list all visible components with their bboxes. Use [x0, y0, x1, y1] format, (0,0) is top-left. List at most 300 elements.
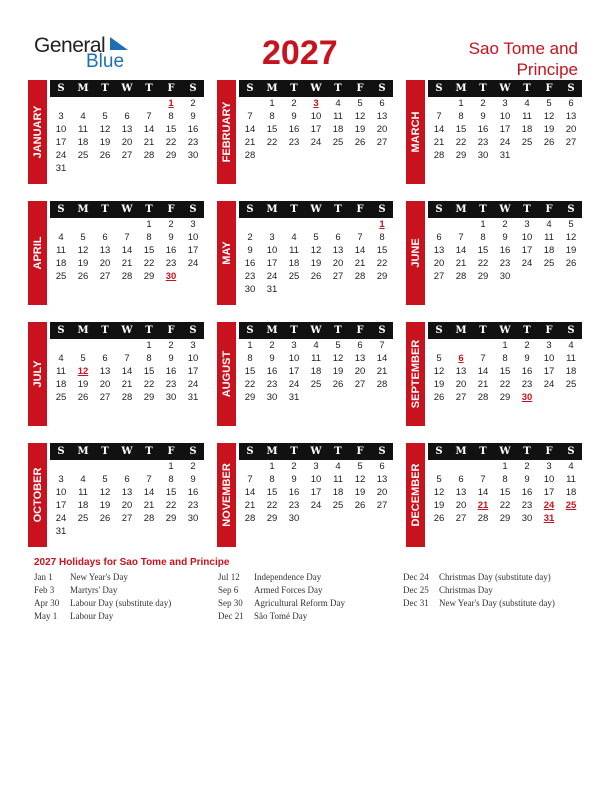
weekday-label: S — [435, 446, 443, 457]
month-label — [217, 80, 236, 184]
day-cell: 28 — [354, 271, 366, 282]
weekday-label: W — [310, 204, 322, 215]
day-cell: 9 — [190, 474, 196, 485]
month-name: MARCH — [409, 111, 422, 153]
day-cell — [538, 149, 560, 162]
day-cell: 3 — [502, 98, 508, 109]
holiday-name: New Year's Day (substitute day) — [439, 598, 555, 608]
weekday-label: S — [567, 83, 575, 94]
day-cell: 16 — [288, 487, 300, 498]
day-cell: 24 — [310, 137, 322, 148]
day-cell: 22 — [143, 258, 155, 269]
day-cell: 2 — [524, 461, 530, 472]
holiday-name: Labour Day (substitute day) — [70, 598, 172, 608]
day-cell: 22 — [477, 258, 489, 269]
week-row — [50, 270, 204, 283]
day-cell: 24 — [266, 271, 278, 282]
day-cell: 13 — [376, 474, 388, 485]
day-cell: 25 — [77, 513, 89, 524]
day-cell: 6 — [458, 474, 464, 485]
day-cell: 3 — [190, 340, 196, 351]
day-cell: 29 — [477, 271, 489, 282]
week-row — [50, 352, 204, 365]
week-row — [239, 97, 393, 110]
holiday-row — [218, 610, 345, 623]
weekday-label: M — [77, 325, 89, 336]
day-cell: 25 — [543, 258, 555, 269]
holiday-day-cell: 21 — [477, 500, 489, 511]
day-cell: 16 — [165, 366, 177, 377]
day-cell: 5 — [80, 353, 86, 364]
day-cell — [327, 283, 349, 296]
holiday-date: Jul 12 — [218, 572, 240, 582]
weekday-header — [239, 80, 393, 97]
weekday-label: T — [145, 325, 153, 336]
day-cell — [327, 512, 349, 525]
day-cell: 6 — [102, 353, 108, 364]
holiday-day-cell: 25 — [565, 500, 577, 511]
day-cell — [72, 339, 94, 352]
day-cell: 20 — [99, 258, 111, 269]
day-cell: 4 — [291, 232, 297, 243]
day-cell: 23 — [477, 137, 489, 148]
holiday-row — [403, 571, 555, 584]
day-cell: 9 — [291, 111, 297, 122]
day-cell: 26 — [77, 392, 89, 403]
month-label — [406, 322, 425, 426]
holiday-date: Jan 1 — [34, 572, 53, 582]
weekday-header — [428, 201, 582, 218]
day-cell — [283, 218, 305, 231]
holiday-day-cell: 24 — [543, 500, 555, 511]
day-cell: 18 — [288, 258, 300, 269]
day-cell: 7 — [146, 474, 152, 485]
day-cell: 8 — [502, 353, 508, 364]
month-august — [217, 322, 393, 426]
weekday-label: S — [189, 83, 197, 94]
day-cell: 9 — [168, 232, 174, 243]
day-cell — [94, 218, 116, 231]
day-cell: 12 — [77, 245, 89, 256]
day-cell: 29 — [499, 392, 511, 403]
week-row — [428, 378, 582, 391]
day-cell — [94, 339, 116, 352]
day-cell: 6 — [102, 232, 108, 243]
week-row — [428, 365, 582, 378]
holiday-name: Independence Day — [254, 572, 322, 582]
weekday-label: F — [356, 325, 364, 336]
day-cell: 4 — [58, 232, 64, 243]
month-label — [28, 201, 47, 305]
day-cell: 19 — [433, 500, 445, 511]
month-label — [28, 322, 47, 426]
day-cell: 21 — [143, 137, 155, 148]
day-cell — [472, 460, 494, 473]
day-cell: 29 — [165, 150, 177, 161]
day-cell: 11 — [78, 124, 88, 135]
day-cell: 31 — [55, 163, 67, 174]
day-cell: 21 — [376, 366, 388, 377]
day-cell — [371, 512, 393, 525]
holiday-day-cell: 30 — [165, 271, 177, 282]
day-cell: 23 — [187, 137, 199, 148]
day-cell — [538, 270, 560, 283]
day-cell: 15 — [499, 366, 511, 377]
day-cell — [261, 218, 283, 231]
week-row — [428, 499, 582, 512]
day-cell — [94, 97, 116, 110]
day-cell: 17 — [310, 124, 322, 135]
weekday-label: F — [356, 83, 364, 94]
month-days-grid — [428, 80, 582, 162]
day-cell: 11 — [566, 474, 576, 485]
day-cell: 10 — [187, 353, 199, 364]
day-cell — [428, 218, 450, 231]
day-cell: 8 — [146, 232, 152, 243]
day-cell: 22 — [499, 379, 511, 390]
day-cell: 13 — [121, 487, 133, 498]
day-cell: 7 — [124, 232, 130, 243]
day-cell: 27 — [332, 271, 344, 282]
day-cell: 26 — [543, 137, 555, 148]
week-row — [50, 218, 204, 231]
holiday-column — [218, 571, 345, 623]
month-label — [406, 201, 425, 305]
month-name: FEBRUARY — [220, 101, 233, 163]
month-label — [217, 201, 236, 305]
week-row — [50, 499, 204, 512]
month-name: NOVEMBER — [220, 463, 233, 527]
weekday-label: F — [167, 83, 175, 94]
day-cell — [349, 283, 371, 296]
day-cell: 15 — [143, 366, 155, 377]
week-row — [50, 123, 204, 136]
day-cell: 12 — [433, 487, 445, 498]
year-title: 2027 — [262, 34, 338, 72]
day-cell: 1 — [458, 98, 464, 109]
day-cell: 5 — [568, 219, 574, 230]
country-line-1: Sao Tome and — [468, 39, 578, 58]
weekday-label: T — [145, 204, 153, 215]
day-cell: 7 — [480, 353, 486, 364]
day-cell: 24 — [55, 513, 67, 524]
holiday-date: May 1 — [34, 611, 58, 621]
day-cell: 17 — [543, 487, 555, 498]
day-cell: 2 — [480, 98, 486, 109]
day-cell: 2 — [269, 340, 275, 351]
day-cell: 20 — [455, 379, 467, 390]
day-cell: 8 — [269, 111, 275, 122]
day-cell — [182, 162, 204, 175]
day-cell: 14 — [477, 366, 489, 377]
day-cell: 18 — [77, 137, 89, 148]
day-cell: 22 — [244, 379, 256, 390]
week-row — [50, 231, 204, 244]
holiday-day-cell: 1 — [379, 219, 385, 230]
day-cell — [428, 339, 450, 352]
day-cell: 19 — [99, 137, 111, 148]
day-cell: 31 — [266, 284, 278, 295]
day-cell: 13 — [121, 124, 133, 135]
weekday-label: S — [378, 204, 386, 215]
day-cell: 25 — [310, 379, 322, 390]
day-cell — [50, 339, 72, 352]
day-cell: 4 — [80, 474, 86, 485]
day-cell: 3 — [524, 219, 530, 230]
weekday-label: W — [499, 83, 511, 94]
day-cell — [50, 97, 72, 110]
holiday-date: Dec 24 — [403, 572, 429, 582]
day-cell: 3 — [546, 461, 552, 472]
day-cell: 13 — [565, 111, 577, 122]
day-cell — [160, 525, 182, 538]
day-cell: 17 — [521, 245, 533, 256]
day-cell: 20 — [332, 258, 344, 269]
week-row — [428, 257, 582, 270]
weekday-label: S — [435, 204, 443, 215]
day-cell: 6 — [124, 111, 130, 122]
week-row — [239, 136, 393, 149]
weekday-label: M — [266, 446, 278, 457]
day-cell — [371, 391, 393, 404]
week-row — [50, 339, 204, 352]
week-row — [239, 339, 393, 352]
holiday-row — [403, 597, 555, 610]
weekday-label: F — [356, 446, 364, 457]
day-cell: 21 — [477, 379, 489, 390]
day-cell — [239, 460, 261, 473]
weekday-label: T — [145, 446, 153, 457]
day-cell: 15 — [165, 124, 177, 135]
day-cell: 17 — [55, 500, 67, 511]
holiday-date: Dec 25 — [403, 585, 429, 595]
day-cell: 3 — [269, 232, 275, 243]
holiday-row — [34, 597, 171, 610]
day-cell: 9 — [524, 474, 530, 485]
weekday-header — [428, 443, 582, 460]
day-cell: 17 — [499, 124, 511, 135]
day-cell: 14 — [121, 245, 133, 256]
day-cell: 12 — [99, 487, 111, 498]
week-row — [428, 391, 582, 404]
day-cell: 21 — [433, 137, 445, 148]
day-cell — [72, 525, 94, 538]
day-cell: 10 — [55, 487, 67, 498]
day-cell: 13 — [332, 245, 344, 256]
day-cell: 18 — [565, 366, 577, 377]
week-row — [50, 365, 204, 378]
month-name: JUNE — [409, 238, 422, 268]
day-cell: 18 — [55, 379, 67, 390]
day-cell: 19 — [77, 379, 89, 390]
weekday-label: W — [499, 325, 511, 336]
day-cell: 24 — [521, 258, 533, 269]
day-cell: 18 — [77, 500, 89, 511]
day-cell: 11 — [78, 487, 88, 498]
day-cell: 4 — [313, 340, 319, 351]
day-cell: 4 — [568, 340, 574, 351]
week-row — [50, 460, 204, 473]
day-cell: 13 — [455, 366, 467, 377]
week-row — [428, 270, 582, 283]
week-row — [428, 512, 582, 525]
day-cell — [327, 149, 349, 162]
day-cell — [239, 97, 261, 110]
day-cell — [182, 270, 204, 283]
weekday-label: M — [266, 204, 278, 215]
day-cell: 6 — [124, 474, 130, 485]
month-days-grid — [428, 201, 582, 283]
day-cell: 10 — [543, 353, 555, 364]
day-cell: 15 — [143, 245, 155, 256]
holiday-column — [403, 571, 555, 610]
day-cell: 23 — [288, 500, 300, 511]
holiday-name: Christmas Day (substitute day) — [439, 572, 551, 582]
day-cell — [116, 525, 138, 538]
month-june — [406, 201, 582, 305]
day-cell: 22 — [376, 258, 388, 269]
day-cell: 30 — [187, 150, 199, 161]
day-cell — [560, 512, 582, 525]
day-cell: 27 — [99, 392, 111, 403]
weekday-label: S — [57, 204, 65, 215]
day-cell: 7 — [247, 111, 253, 122]
week-row — [239, 123, 393, 136]
day-cell: 24 — [543, 379, 555, 390]
day-cell — [450, 339, 472, 352]
month-label — [28, 80, 47, 184]
holiday-name: New Year's Day — [70, 572, 128, 582]
day-cell — [371, 149, 393, 162]
holiday-date: Dec 31 — [403, 598, 429, 608]
country-line-2: Principe — [516, 60, 578, 79]
holiday-day-cell: 31 — [543, 513, 555, 524]
week-row — [428, 149, 582, 162]
day-cell: 18 — [332, 124, 344, 135]
day-cell: 16 — [499, 245, 511, 256]
day-cell: 4 — [58, 353, 64, 364]
weekday-label: S — [189, 325, 197, 336]
week-row — [50, 97, 204, 110]
week-row — [239, 231, 393, 244]
day-cell: 20 — [376, 487, 388, 498]
day-cell: 6 — [357, 340, 363, 351]
day-cell: 5 — [546, 98, 552, 109]
week-row — [428, 352, 582, 365]
weekday-label: T — [523, 446, 531, 457]
day-cell — [305, 149, 327, 162]
day-cell: 30 — [477, 150, 489, 161]
day-cell: 19 — [99, 500, 111, 511]
week-row — [239, 499, 393, 512]
month-days-grid — [428, 443, 582, 525]
day-cell: 13 — [354, 353, 366, 364]
day-cell: 10 — [521, 232, 533, 243]
weekday-label: W — [310, 446, 322, 457]
day-cell — [428, 460, 450, 473]
week-row — [239, 244, 393, 257]
weekday-label: T — [523, 204, 531, 215]
day-cell: 17 — [187, 366, 199, 377]
week-row — [50, 391, 204, 404]
month-september — [406, 322, 582, 426]
month-label — [406, 80, 425, 184]
month-may — [217, 201, 393, 305]
weekday-label: T — [334, 325, 342, 336]
month-name: JANUARY — [31, 105, 44, 159]
day-cell: 16 — [187, 487, 199, 498]
day-cell: 16 — [266, 366, 278, 377]
day-cell: 17 — [543, 366, 555, 377]
day-cell: 28 — [121, 271, 133, 282]
day-cell: 12 — [354, 474, 366, 485]
week-row — [239, 257, 393, 270]
weekday-label: M — [266, 83, 278, 94]
week-row — [239, 283, 393, 296]
week-row — [50, 512, 204, 525]
weekday-label: S — [246, 204, 254, 215]
day-cell: 28 — [244, 150, 256, 161]
day-cell: 4 — [335, 98, 341, 109]
day-cell: 3 — [58, 474, 64, 485]
holiday-date: Sep 30 — [218, 598, 243, 608]
day-cell — [349, 218, 371, 231]
day-cell: 27 — [99, 271, 111, 282]
day-cell: 15 — [376, 245, 388, 256]
day-cell: 25 — [288, 271, 300, 282]
week-row — [50, 244, 204, 257]
weekday-label: T — [334, 204, 342, 215]
day-cell: 8 — [379, 232, 385, 243]
week-row — [239, 365, 393, 378]
weekday-label: W — [121, 446, 133, 457]
month-february — [217, 80, 393, 184]
holiday-column — [34, 571, 171, 623]
day-cell — [428, 97, 450, 110]
week-row — [50, 473, 204, 486]
weekday-label: T — [334, 83, 342, 94]
weekday-label: T — [523, 325, 531, 336]
weekday-label: S — [189, 204, 197, 215]
day-cell: 27 — [121, 513, 133, 524]
weekday-label: S — [567, 204, 575, 215]
week-row — [428, 136, 582, 149]
day-cell: 31 — [288, 392, 300, 403]
day-cell: 21 — [121, 379, 133, 390]
day-cell: 14 — [244, 487, 256, 498]
day-cell: 8 — [502, 474, 508, 485]
weekday-label: T — [290, 325, 298, 336]
day-cell: 9 — [524, 353, 530, 364]
weekday-label: W — [310, 325, 322, 336]
holiday-row — [218, 571, 345, 584]
day-cell: 29 — [143, 392, 155, 403]
day-cell: 16 — [521, 366, 533, 377]
day-cell: 28 — [477, 513, 489, 524]
weekday-label: W — [499, 204, 511, 215]
weekday-label: S — [57, 446, 65, 457]
day-cell: 27 — [455, 513, 467, 524]
weekday-label: S — [189, 446, 197, 457]
day-cell — [160, 162, 182, 175]
day-cell: 6 — [379, 461, 385, 472]
week-row — [239, 270, 393, 283]
day-cell: 7 — [247, 474, 253, 485]
country-title — [398, 38, 578, 80]
day-cell: 19 — [433, 379, 445, 390]
day-cell: 1 — [502, 340, 508, 351]
day-cell: 16 — [477, 124, 489, 135]
